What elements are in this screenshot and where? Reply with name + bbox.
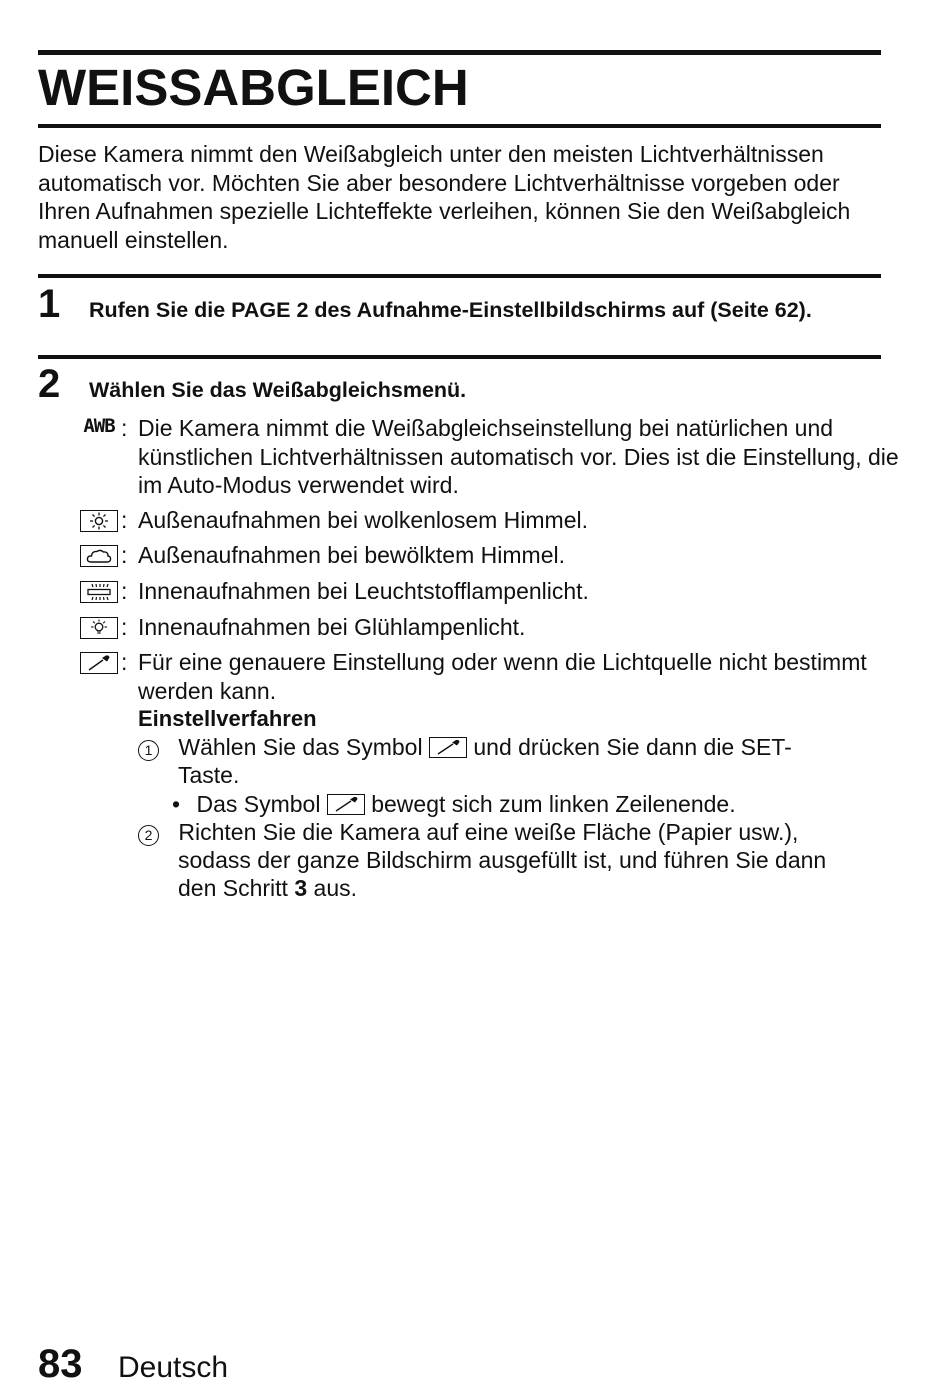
procedure-bullet bbox=[172, 790, 736, 819]
option-bulb bbox=[80, 613, 900, 642]
option-bulb-text: Innenaufnahmen bei Glühlampenlicht. bbox=[138, 614, 526, 640]
procedure-step-2-line-1: Richten Sie die Kamera auf eine weiße Fläche (Papier usw.), bbox=[178, 819, 799, 845]
procedure-step-1-continued: Taste. bbox=[178, 762, 240, 788]
language-label: Deutsch bbox=[118, 1351, 229, 1384]
circled-number-2: 2 bbox=[138, 825, 159, 846]
option-sun bbox=[80, 506, 900, 535]
step-1-number: 1 bbox=[38, 282, 61, 326]
eyedropper-icon bbox=[429, 737, 467, 758]
procedure-step-2-line-3-a: den Schritt bbox=[178, 875, 288, 901]
colon: : bbox=[121, 542, 128, 568]
fluorescent-icon bbox=[80, 581, 118, 603]
step1-rule bbox=[38, 274, 881, 278]
procedure-step-2-line-2: sodass der ganze Bildschirm ausgefüllt ist, und führen Sie dann bbox=[178, 847, 827, 873]
bullet-text-a: Das Symbol bbox=[196, 791, 321, 817]
procedure-step-1-text-a: Wählen Sie das Symbol bbox=[178, 734, 423, 760]
procedure-step-2 bbox=[138, 818, 798, 847]
awb-icon: AWB bbox=[83, 414, 115, 437]
option-cloud-text: Außenaufnahmen bei bewölktem Himmel. bbox=[138, 542, 565, 568]
bullet-marker: • bbox=[172, 791, 181, 817]
colon: : bbox=[121, 649, 128, 675]
option-fluorescent bbox=[80, 577, 900, 606]
procedure-step-1 bbox=[138, 733, 792, 762]
cloud-icon bbox=[80, 545, 118, 567]
step-2-number: 2 bbox=[38, 362, 61, 406]
option-eyedropper-text: Für eine genauere Einstellung oder wenn die Lichtquelle nicht bestimmt werden kann. bbox=[138, 649, 867, 704]
bulb-icon bbox=[80, 617, 118, 639]
step2-rule bbox=[38, 355, 881, 359]
colon: : bbox=[121, 578, 128, 604]
procedure-step-2-line-3 bbox=[178, 874, 357, 903]
intro-paragraph: Diese Kamera nimmt den Weißabgleich unter den meisten Lichtverhältnissen automatisch vor. Möchten Sie aber besondere Lichtverhältnisse vorgeben oder Ihren Aufnahmen spezielle Lichteffekte verleihen, können Sie den Weißabgleich manuell einstellen. bbox=[38, 141, 851, 253]
procedure-step-1-text-b: und drücken Sie dann die SET- bbox=[473, 734, 792, 760]
colon: : bbox=[121, 614, 128, 640]
page-number: 83 bbox=[38, 1342, 83, 1386]
sun-icon bbox=[80, 510, 118, 532]
option-awb-text: Die Kamera nimmt die Weißabgleichseinstellung bei natürlichen und künstlichen Lichtverhältnissen automatisch vor. Dies ist die Einstellung, die im Auto-Modus verwendet wird. bbox=[138, 415, 899, 499]
colon: : bbox=[121, 415, 128, 441]
step-2-text: Wählen Sie das Weißabgleichsmenü. bbox=[89, 378, 467, 402]
bullet-text-b: bewegt sich zum linken Zeilenende. bbox=[371, 791, 736, 817]
option-cloud bbox=[80, 541, 900, 570]
procedure-step-2-line-3-c: aus. bbox=[313, 875, 358, 901]
option-fluorescent-text: Innenaufnahmen bei Leuchtstofflampenlicht. bbox=[138, 578, 589, 604]
circled-number-1: 1 bbox=[138, 740, 159, 761]
eyedropper-icon bbox=[80, 652, 118, 674]
title-rule bbox=[38, 124, 881, 128]
page-title: WEISSABGLEICH bbox=[38, 59, 469, 116]
option-awb bbox=[80, 414, 900, 500]
step-reference-number: 3 bbox=[294, 875, 308, 901]
step-1-text: Rufen Sie die PAGE 2 des Aufnahme-Einstellbildschirms auf (Seite 62). bbox=[89, 298, 812, 322]
option-sun-text: Außenaufnahmen bei wolkenlosem Himmel. bbox=[138, 507, 588, 533]
eyedropper-icon bbox=[327, 794, 365, 815]
procedure-heading: Einstellverfahren bbox=[138, 706, 317, 731]
colon: : bbox=[121, 507, 128, 533]
option-eyedropper bbox=[80, 648, 900, 705]
top-rule bbox=[38, 50, 881, 55]
